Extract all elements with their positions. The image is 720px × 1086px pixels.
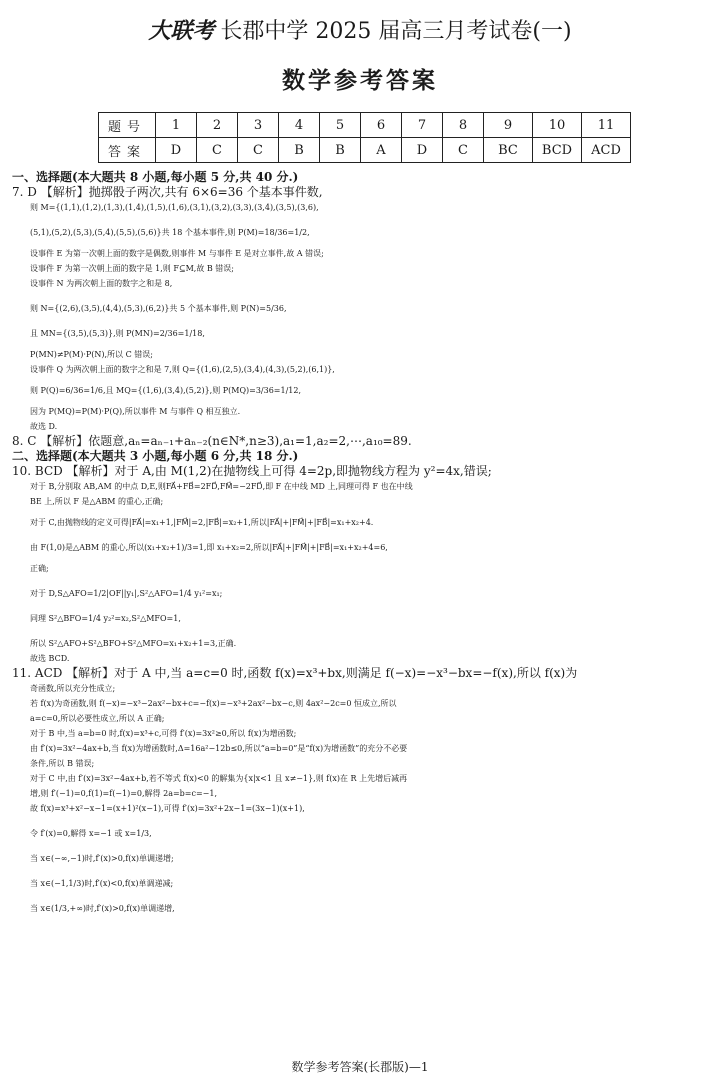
row-label-answer: 答案 (99, 138, 156, 163)
qnum-cell: 6 (361, 113, 402, 138)
answer-cell: C (238, 138, 279, 163)
page-footer: 数学参考答案(长郡版)—1 (291, 1060, 429, 1074)
solution-line: 对于 C 中,由 f′(x)=3x²−4ax+b,若不等式 f(x)<0 的解集为{x|x<1 且 x≠−1},则 f(x)在 R 上先增后减再 (30, 774, 408, 783)
qnum-cell: 10 (533, 113, 582, 138)
qnum-cell: 3 (238, 113, 279, 138)
solution-line: 则 P(Q)=6/36=1/6,且 MQ={(1,6),(3,4),(5,2)},则 P(MQ)=3/36=1/12, (30, 386, 302, 395)
solution-line: P(MN)≠P(M)·P(N),所以 C 错误; (30, 350, 153, 359)
solution-line: 设事件 E 为第一次朝上面的数字是偶数,则事件 M 与事件 E 是对立事件,故 A 错误; (30, 249, 324, 258)
exam-header (0, 14, 720, 45)
solution-line: 条件,所以 B 错误; (30, 759, 95, 768)
qnum-cell: 7 (402, 113, 443, 138)
solution-line: 故选 D. (30, 422, 58, 431)
solution-line: 11. ACD 【解析】对于 A 中,当 a=c=0 时,函数 f(x)=x³+bx,则满足 f(−x)=−x³−bx=−f(x),所以 f(x)为 (12, 666, 578, 680)
solution-line: 当 x∈(−1,1/3)时,f′(x)<0,f(x)单调递减; (30, 879, 174, 888)
solution-line: 7. D 【解析】抛掷骰子两次,共有 6×6=36 个基本事件数, (12, 185, 323, 199)
solution-line: 且 MN={(3,5),(5,3)},则 P(MN)=2/36=1/18, (30, 329, 205, 338)
answer-row (99, 138, 631, 163)
solution-line: 二、选择题(本大题共 3 小题,每小题 6 分,共 18 分.) (12, 449, 299, 463)
answer-cell: BCD (533, 138, 582, 163)
answer-cell: C (443, 138, 484, 163)
solution-line: 奇函数,所以充分性成立; (30, 684, 116, 693)
answer-cell: D (156, 138, 197, 163)
solution-line: 由 F(1,0)是△ABM 的重心,所以(x₁+x₂+1)/3=1,即 x₁+x₂=2,所以|FA⃗|+|FM⃗|+|FB⃗|=x₁+x₂+4=6, (30, 543, 388, 552)
solution-line: 设事件 F 为第一次朝上面的数字是 1,则 F⊆M,故 B 错误; (30, 264, 235, 273)
solution-line: 则 N={(2,6),(3,5),(4,4),(5,3),(6,2)}共 5 个基本事件,则 P(N)=5/36, (30, 304, 287, 313)
solution-text (12, 170, 712, 916)
solution-line: 对于 B,分别取 AB,AM 的中点 D,E,则FA⃗+FB⃗=2FD⃗,FM⃗=−2FD⃗,即 F 在中线 MD 上,同理可得 F 也在中线 (30, 482, 413, 491)
solution-line: 若 f(x)为奇函数,则 f(−x)=−x³−2ax²−bx+c=−f(x)=−x³+2ax²−bx−c,则 4ax²−2c=0 恒成立,所以 (30, 699, 397, 708)
solution-line: 故选 BCD. (30, 654, 70, 663)
solution-line: 同理 S²△BFO=1/4 y₂²=x₂,S²△MFO=1, (30, 614, 181, 623)
solution-line: 增,则 f′(−1)=0,f(1)=f(−1)=0,解得 2a=b=c=−1, (30, 789, 218, 798)
solution-line: 对于 B 中,当 a=b=0 时,f(x)=x³+c,可得 f′(x)=3x²≥0,所以 f(x)为增函数; (30, 729, 297, 738)
solution-line: 一、选择题(本大题共 8 小题,每小题 5 分,共 40 分.) (12, 170, 299, 184)
answer-cell: C (197, 138, 238, 163)
qnum-cell: 2 (197, 113, 238, 138)
solution-line: 令 f′(x)=0,解得 x=−1 或 x=1/3, (30, 829, 152, 838)
exam-title: 长郡中学 2025 届高三月考试卷(一) (220, 19, 572, 44)
solution-line: 当 x∈(1/3,+∞)时,f′(x)>0,f(x)单调递增, (30, 904, 175, 913)
solution-line: 所以 S²△AFO+S²△BFO+S²△MFO=x₁+x₂+1=3,正确. (30, 639, 237, 648)
solution-line: 对于 D,S△AFO=1/2|OF||y₁|,S²△AFO=1/4 y₁²=x₁; (30, 589, 223, 598)
solution-line: 正确; (30, 564, 49, 573)
answer-cell: B (279, 138, 320, 163)
qnum-cell: 4 (279, 113, 320, 138)
qnum-cell: 11 (582, 113, 631, 138)
answer-cell: BC (484, 138, 533, 163)
answer-cell: B (320, 138, 361, 163)
solution-line: (5,1),(5,2),(5,3),(5,4),(5,5),(5,6)}共 18 个基本事件,则 P(M)=18/36=1/2, (30, 228, 310, 237)
row-label-number: 题号 (99, 113, 156, 138)
qnum-cell: 1 (156, 113, 197, 138)
solution-line: 因为 P(MQ)=P(M)·P(Q),所以事件 M 与事件 Q 相互独立. (30, 407, 241, 416)
solution-line: 当 x∈(−∞,−1)时,f′(x)>0,f(x)单调递增; (30, 854, 174, 863)
solution-line: 10. BCD 【解析】对于 A,由 M(1,2)在抛物线上可得 4=2p,即抛物线方程为 y²=4x,错误; (12, 464, 492, 478)
solution-line: 设事件 N 为两次朝上面的数字之和是 8, (30, 279, 173, 288)
answer-cell: A (361, 138, 402, 163)
solution-line: 对于 C,由抛物线的定义可得|FA⃗|=x₁+1,|FM⃗|=2,|FB⃗|=x₂+1,所以|FA⃗|+|FM⃗|+|FB⃗|=x₁+x₂+4. (30, 518, 374, 527)
solution-line: 则 M={(1,1),(1,2),(1,3),(1,4),(1,5),(1,6),(3,1),(3,2),(3,3),(3,4),(3,5),(3,6), (30, 203, 319, 212)
answer-cell: ACD (582, 138, 631, 163)
solution-line: 故 f(x)=x³+x²−x−1=(x+1)²(x−1),可得 f′(x)=3x²+2x−1=(3x−1)(x+1), (30, 804, 305, 813)
question-number-row (99, 113, 631, 138)
solution-line: 由 f′(x)=3x²−4ax+b,当 f(x)为增函数时,Δ=16a²−12b≤0,所以“a=b=0”是“f(x)为增函数”的充分不必要 (30, 744, 408, 753)
solution-line: 设事件 Q 为两次朝上面的数字之和是 7,则 Q={(1,6),(2,5),(3,4),(4,3),(5,2),(6,1)}, (30, 365, 335, 374)
solution-line: BE 上,所以 F 是△ABM 的重心,正确; (30, 497, 164, 506)
answer-cell: D (402, 138, 443, 163)
qnum-cell: 8 (443, 113, 484, 138)
answer-table (98, 112, 631, 163)
qnum-cell: 9 (484, 113, 533, 138)
brand-logo-text: 大联考 (148, 18, 215, 44)
solution-line: a=c=0,所以必要性成立,所以 A 正确; (30, 714, 165, 723)
document-title: 数学参考答案 (282, 67, 438, 94)
qnum-cell: 5 (320, 113, 361, 138)
solution-line: 8. C 【解析】依题意,aₙ=aₙ₋₁+aₙ₋₂(n∈N*,n≥3),a₁=1,a₂=2,⋯,a₁₀=89. (12, 434, 412, 448)
